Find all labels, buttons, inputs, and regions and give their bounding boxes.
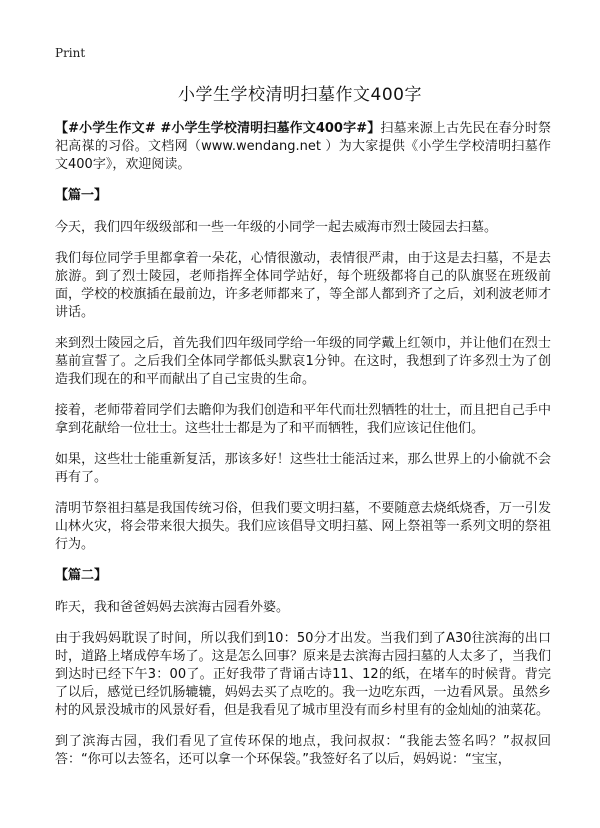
- paragraph: 到了滨海古园，我们看见了宣传环保的地点，我问叔叔：“我能去签名吗？”叔叔回答：“你可以去签名，还可以拿一个环保袋。”我签好名了以后，妈妈说：“宝宝，: [55, 734, 551, 767]
- paragraph: 如果，这些壮士能重新复活，那该多好！这些壮士能活过来，那么世界上的小偷就不会再有了。: [55, 452, 551, 485]
- paragraph: 来到烈士陵园之后，首先我们四年级同学给一年级的同学戴上红领巾，并让他们在烈士墓前宣誓了。之后我们全体同学都低头默哀1分钟。在这时，我想到了许多烈士为了创造我们现在的和平而献出了自己宝贵的生命。: [55, 336, 551, 387]
- print-label[interactable]: Print: [55, 46, 86, 60]
- paragraph: 由于我妈妈耽误了时间，所以我们到10：50分才出发。当我们到了A30往滨海的出口时，道路上堵成停车场了。这是怎么回事？原来是去滨海古园扫墓的人太多了，当我们到达时已经下午3：00了。正好我带了背诵古诗11、12的纸，在堵车的时候背。背完了以后，感觉已经饥肠辘辘，妈妈去买了点吃的。我一边吃东西，一边看风景。虽然乡村的风景没城市的风景好看，但是我看见了城市里没有而乡村里有的金灿灿的油菜花。: [55, 631, 551, 718]
- page-title: 小学生学校清明扫墓作文400字: [178, 85, 422, 105]
- paragraph: 今天，我们四年级级部和一些一年级的小同学一起去威海市烈士陵园去扫墓。: [55, 220, 498, 235]
- intro-tags: 【#小学生作文# #小学生学校清明扫墓作文400字#】: [55, 121, 381, 136]
- section-heading-1: 【篇一】: [55, 188, 108, 203]
- section-heading-2: 【篇二】: [55, 568, 108, 583]
- paragraph: 我们每位同学手里都拿着一朵花，心情很激动，表情很严肃，由于这是去扫墓，不是去旅游。到了烈士陵园，老师指挥全体同学站好，每个班级都将自己的队旗竖在班级前面，学校的校旗插在最前边，许多老师都来了，等全部人都到齐了之后，刘利波老师才讲话。: [55, 251, 551, 320]
- paragraph: 昨天，我和爸爸妈妈去滨海古园看外婆。: [55, 600, 290, 615]
- paragraph: 接着，老师带着同学们去瞻仰为我们创造和平年代而壮烈牺牲的壮士，而且把自己手中拿到花献给一位壮士。这些壮士都是为了和平而牺牲，我们应该记住他们。: [55, 403, 551, 436]
- intro-paragraph: [55, 120, 551, 174]
- paragraph: 清明节祭祖扫墓是我国传统习俗，但我们要文明扫墓，不要随意去烧纸烧香，万一引发山林火灾，将会带来很大损失。我们应该倡导文明扫墓、网上祭祖等一系列文明的祭祖行为。: [55, 501, 551, 552]
- article-body: [55, 120, 551, 782]
- intro-text: 扫墓来源上古先民在春分时祭祀高禖的习俗。文档网（www.wendang.net ）为大家提供《小学生学校清明扫墓作文400字》，欢迎阅读。: [55, 121, 551, 172]
